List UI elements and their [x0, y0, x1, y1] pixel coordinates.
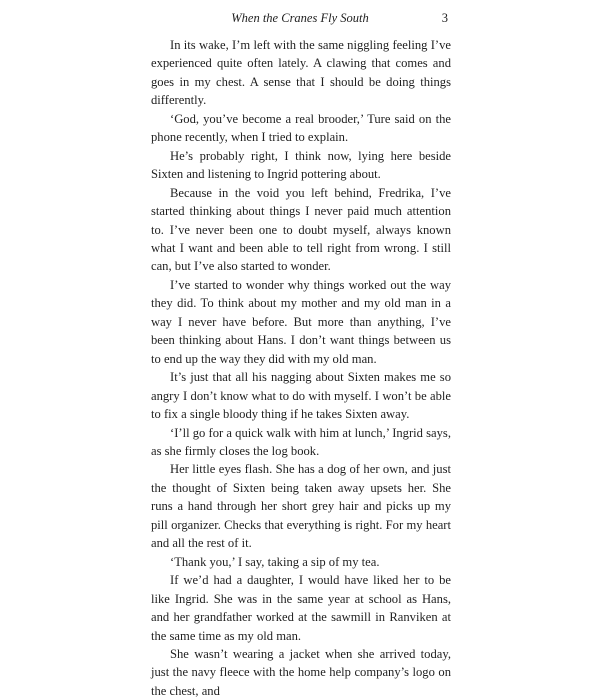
paragraph: Because in the void you left behind, Fredrika, I’ve started thinking about things I never paid much attention to. I’ve never been one to doubt myself, always known what I want and been able to tell right from wrong. I still can, but I’ve also started to wonder. [151, 185, 451, 274]
paragraph: Her little eyes flash. She has a dog of her own, and just the thought of Sixten being taken away upsets her. She runs a hand through her short grey hair and picks up my pill organizer. Checks that everything is right. For my heart and all the rest of it. [151, 462, 451, 551]
paragraph: It’s just that all his nagging about Sixten makes me so angry I don’t know what to do with myself. I won’t be able to fix a single bloody thing if he takes Sixten away. [151, 370, 451, 422]
paragraph: He’s probably right, I think now, lying here beside Sixten and listening to Ingrid pottering about. [151, 148, 451, 182]
paragraph: I’ve started to wonder why things worked out the way they did. To think about my mother and my old man in a way I never have before. But more than anything, I’ve been thinking about Hans. I don’t want things between us to end up the way they did with my old man. [151, 277, 451, 366]
paragraph: In its wake, I’m left with the same niggling feeling I’ve experienced quite often lately. A clawing that comes and goes in my chest. A sense that I should be doing things differently. [151, 38, 451, 108]
paragraph: ‘God, you’ve become a real brooder,’ Ture said on the phone recently, when I tried to explain. [151, 111, 451, 145]
paragraph: ‘Thank you,’ I say, taking a sip of my tea. [170, 554, 380, 569]
running-title: When the Cranes Fly South [231, 11, 369, 25]
running-header [0, 9, 600, 27]
body-text [151, 36, 451, 700]
paragraph: She wasn’t wearing a jacket when she arrived today, just the navy fleece with the home help company’s logo on the chest, and [151, 646, 451, 698]
paragraph: ‘I’ll go for a quick walk with him at lunch,’ Ingrid says, as she firmly closes the log book. [151, 425, 451, 458]
page-number: 3 [441, 11, 448, 25]
paragraph: If we’d had a daughter, I would have liked her to be like Ingrid. She was in the same year at school as Hans, and her grandfather worked at the sawmill in Ranviken at the same time as my old man. [151, 573, 451, 643]
